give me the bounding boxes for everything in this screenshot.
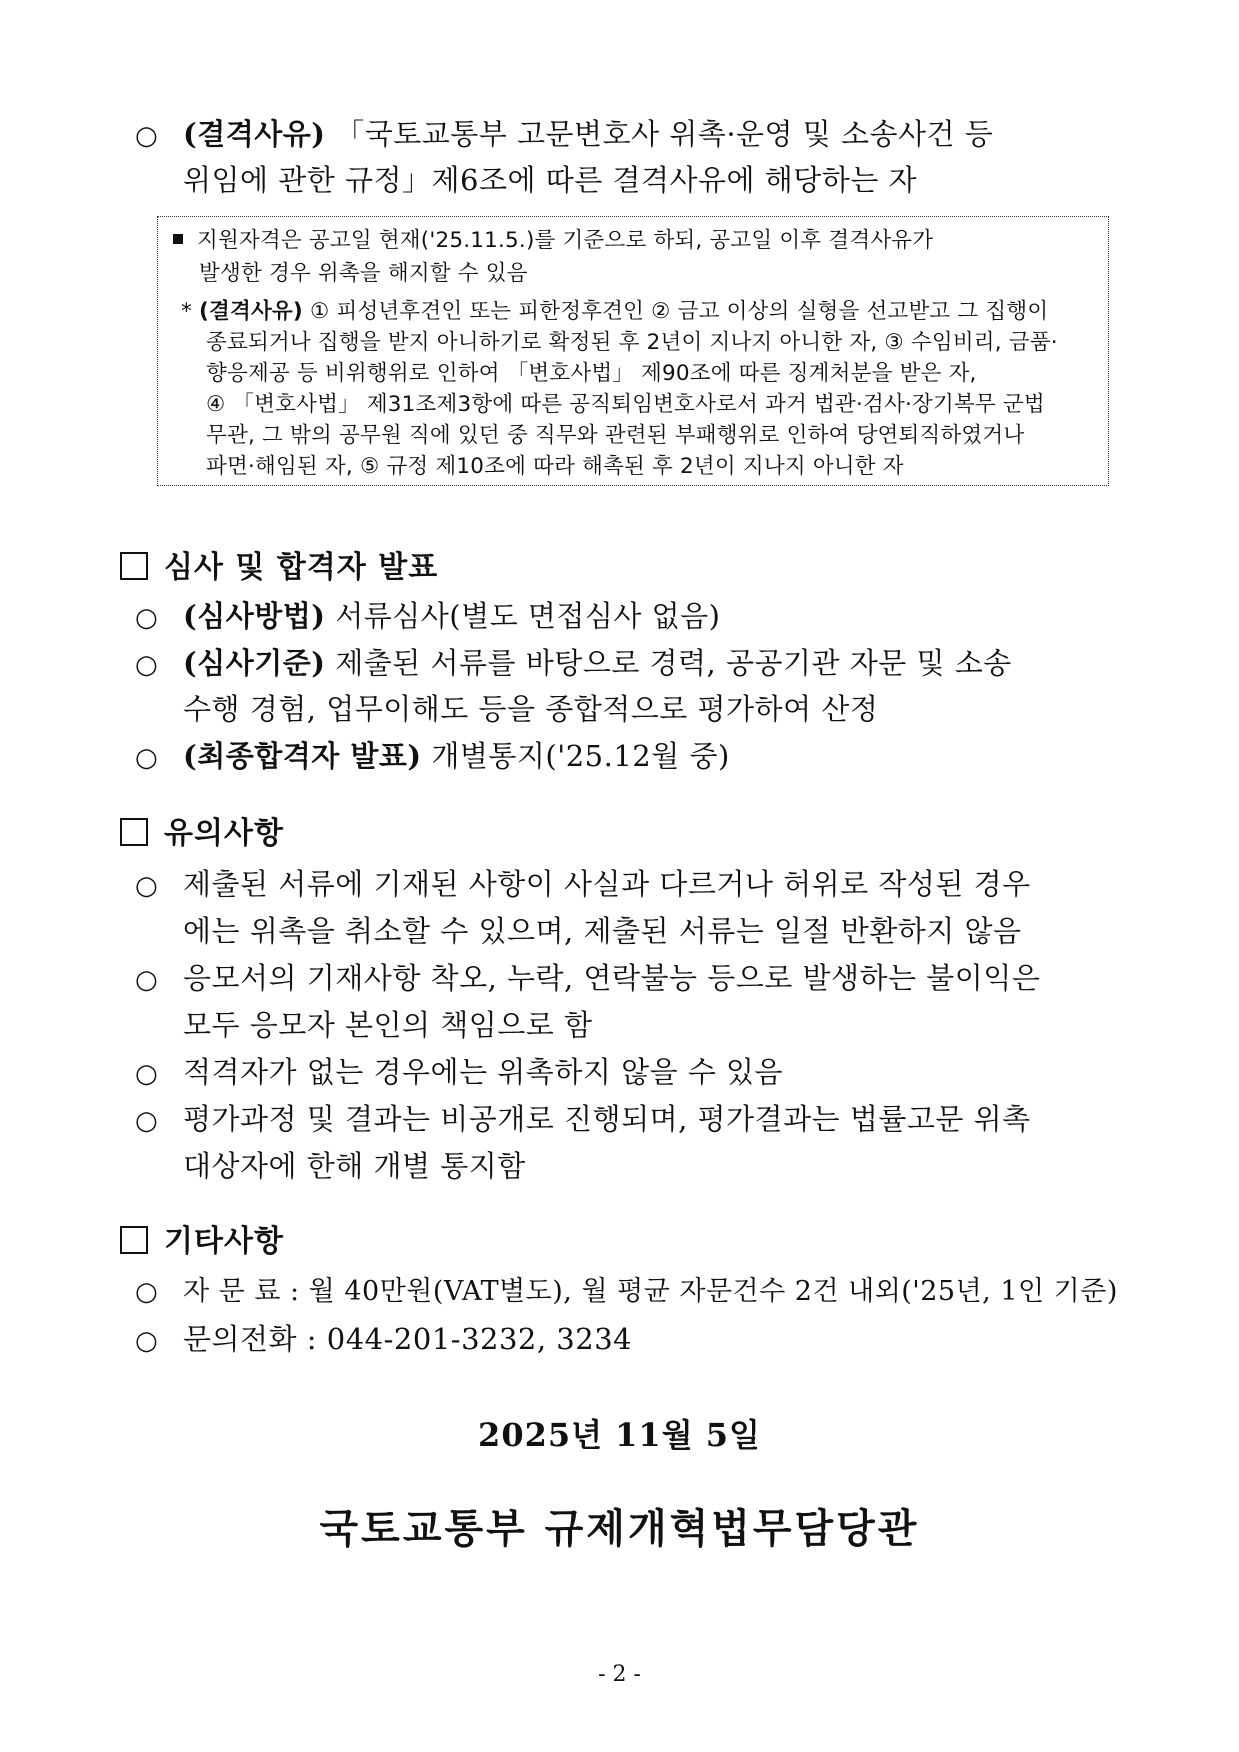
review-method-text: 서류심사(별도 면접심사 없음) [325, 599, 721, 633]
square-bullet-icon [173, 234, 183, 244]
checkbox-square-icon [120, 552, 148, 580]
disqualification-line-2: 위임에 관한 규정」제6조에 따른 결격사유에 해당하는 자 [183, 163, 918, 197]
section-title-review: 심사 및 합격자 발표 [164, 550, 439, 585]
page-number: - 2 - [598, 1662, 641, 1687]
caution-item-2-line-2: 모두 응모자 본인의 책임으로 함 [183, 1008, 593, 1042]
notice-star-line-2: 종료되거나 집행을 받지 아니하기로 확정된 후 2년이 지나지 아니한 자, ③ 수임비리, 금품· [206, 330, 1058, 355]
disqualification-text-1: 「국토교통부 고문변호사 위촉·운영 및 소송사건 등 [325, 117, 994, 151]
section-title-etc: 기타사항 [164, 1224, 284, 1259]
etc-fee-text: 자 문 료 : 월 40만원(VAT별도), 월 평균 자문건수 2건 내외('25년, 1인 기준) [183, 1276, 1118, 1307]
notice-star-tag: (결격사유) [199, 299, 303, 324]
caution-item-2-line-1 [135, 958, 1040, 1000]
circle-bullet: ○ [135, 871, 159, 901]
review-final-text: 개별통지('25.12월 중) [421, 739, 730, 773]
circle-bullet: ○ [135, 965, 159, 995]
circle-bullet: ○ [135, 1326, 159, 1356]
document-date: 2025년 11월 5일 [478, 1416, 761, 1454]
section-title-caution: 유의사항 [164, 816, 284, 851]
etc-phone-line [135, 1319, 632, 1361]
issuing-organization: 국토교통부 규제개혁법무담당관 [319, 1506, 920, 1552]
circle-bullet: ○ [135, 121, 159, 151]
caution-item-3-text-1: 적격자가 없는 경우에는 위촉하지 않을 수 있음 [183, 1055, 784, 1089]
caution-item-1-line-2: 에는 위촉을 취소할 수 있으며, 제출된 서류는 일절 반환하지 않음 [183, 914, 1022, 948]
notice-star-line-6: 파면·해임된 자, ⑤ 규정 제10조에 따라 해촉된 후 2년이 지나지 아니한 자 [206, 454, 904, 479]
etc-phone-text: 문의전화 : 044-201-3232, 3234 [183, 1322, 633, 1356]
circle-bullet: ○ [135, 743, 159, 773]
caution-item-3-line-1 [135, 1052, 783, 1094]
review-final-tag: (최종합격자 발표) [183, 739, 422, 773]
review-method-line [135, 596, 720, 638]
circle-bullet: ○ [135, 1277, 159, 1307]
etc-fee-line [135, 1272, 1118, 1312]
notice-main-line-2: 발생한 경우 위촉을 해지할 수 있음 [199, 261, 528, 286]
caution-item-4-line-2: 대상자에 한해 개별 통지함 [183, 1149, 526, 1183]
review-final-line [135, 736, 730, 778]
caution-item-2-text-1: 응모서의 기재사항 착오, 누락, 연락불능 등으로 발생하는 불이익은 [183, 961, 1041, 995]
notice-star-line-4: ④ 「변호사법」 제31조제3항에 따른 공직퇴임변호사로서 과거 법관·검사·장기복무 군법 [206, 392, 1045, 417]
circle-bullet: ○ [135, 1059, 159, 1089]
disqualification-tag: (결격사유) [183, 117, 326, 151]
review-criteria-line-2: 수행 경험, 업무이해도 등을 종합적으로 평가하여 산정 [183, 692, 879, 726]
review-method-tag: (심사방법) [183, 599, 326, 633]
disqualification-line-1 [135, 114, 993, 156]
notice-star-line-3: 향응제공 등 비위행위로 인하여 「변호사법」 제90조에 따른 징계처분을 받은 자, [206, 361, 977, 386]
caution-item-4-line-1 [135, 1099, 1031, 1141]
review-criteria-line-1 [135, 643, 1012, 685]
caution-item-1-line-1 [135, 864, 1031, 906]
circle-bullet: ○ [135, 1106, 159, 1136]
review-criteria-tag: (심사기준) [183, 646, 326, 680]
checkbox-square-icon [120, 1226, 148, 1254]
section-heading-caution [120, 813, 284, 855]
caution-item-1-text-1: 제출된 서류에 기재된 사항이 사실과 다르거나 허위로 작성된 경우 [183, 867, 1031, 901]
circle-bullet: ○ [135, 603, 159, 633]
notice-main-line-1 [173, 226, 933, 256]
caution-item-4-text-1: 평가과정 및 결과는 비공개로 진행되며, 평가결과는 법률고문 위촉 [183, 1102, 1031, 1136]
notice-star-line-5: 무관, 그 밖의 공무원 직에 있던 중 직무와 관련된 부패행위로 인하여 당연퇴직하였거나 [206, 423, 1025, 448]
notice-star-line-1 [181, 297, 1048, 327]
section-heading-review [120, 547, 438, 589]
notice-star-text-1: ① 피성년후견인 또는 피한정후견인 ② 금고 이상의 실형을 선고받고 그 집행이 [302, 299, 1049, 324]
circle-bullet: ○ [135, 650, 159, 680]
review-criteria-text-1: 제출된 서류를 바탕으로 경력, 공공기관 자문 및 소송 [325, 646, 1012, 680]
asterisk-mark: * [181, 299, 192, 324]
section-heading-etc [120, 1221, 284, 1263]
checkbox-square-icon [120, 818, 148, 846]
notice-main-text-1: 지원자격은 공고일 현재('25.11.5.)를 기준으로 하되, 공고일 이후 결격사유가 [197, 228, 934, 253]
